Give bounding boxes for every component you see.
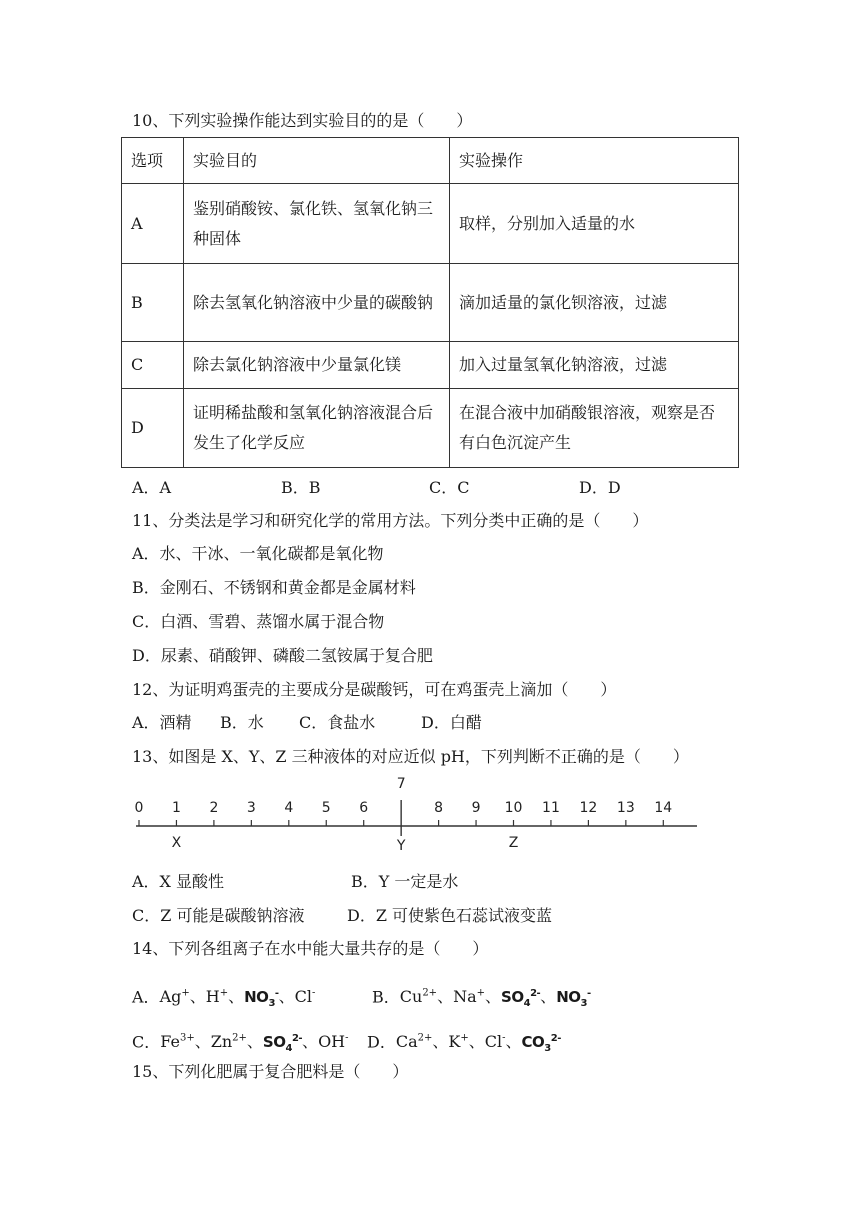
ion-list <box>160 1032 349 1055</box>
ion-symbol: OH <box>318 1032 346 1052</box>
ph-tick-label: 8 <box>434 800 444 816</box>
ph-marker-label: X <box>171 835 182 851</box>
q12-choice-b: B．水 <box>220 713 264 732</box>
ion-separator: 、 <box>437 987 454 1007</box>
row-goal: 证明稀盐酸和氢氧化钠溶液混合后发生了化学反应 <box>184 389 450 468</box>
ion-symbol: Cl <box>484 1032 503 1052</box>
q10-choice-a: A．A <box>132 478 172 497</box>
header-option: 选项 <box>122 138 184 184</box>
row-option: A <box>122 184 184 264</box>
ion <box>485 1032 506 1051</box>
ion-charge: 2+ <box>417 1033 433 1044</box>
ion-symbol: Cu <box>399 987 423 1007</box>
ph-tick-label: 4 <box>284 800 294 816</box>
q11-choice-c: C．白酒、雪碧、蒸馏水属于混合物 <box>132 612 385 631</box>
row-option: C <box>122 342 184 389</box>
ion <box>160 1032 194 1051</box>
q13-choice-b: B．Y 一定是水 <box>351 872 459 891</box>
row-option: D <box>122 389 184 468</box>
ion-charge: - <box>274 988 279 1000</box>
ph-tick-label: 5 <box>321 800 331 816</box>
q13-choice-a: A．X 显酸性 <box>132 872 225 891</box>
ph-tick-label: 10 <box>504 800 523 816</box>
q14-choice-a <box>132 983 315 1015</box>
ion-subscript: 4 <box>523 998 531 1010</box>
ion-symbol: NO <box>556 988 581 1007</box>
q14-choice-b <box>372 983 591 1015</box>
ion-charge: - <box>502 1033 506 1044</box>
ion <box>244 988 279 1010</box>
ph-marker-label: Y <box>396 838 406 854</box>
ion-charge: 3+ <box>179 1033 195 1044</box>
row-goal: 鉴别硝酸铵、氯化铁、氢氧化钠三种固体 <box>184 184 450 264</box>
header-operation: 实验操作 <box>450 138 739 184</box>
ion-charge: - <box>586 988 591 1000</box>
q11-stem: 11、分类法是学习和研究化学的常用方法。下列分类中正确的是（ ） <box>132 511 649 530</box>
row-operation: 滴加适量的氯化钡溶液，过滤 <box>450 264 739 342</box>
ion-separator: 、 <box>189 987 206 1007</box>
ion-charge: 2- <box>291 1033 303 1045</box>
q10-stem: 10、下列实验操作能达到实验目的的是（ ） <box>132 111 473 130</box>
ion-subscript: 3 <box>268 998 275 1010</box>
ph-tick-label: 13 <box>616 800 635 816</box>
ph-tick-label: 0 <box>134 800 144 816</box>
ion-separator: 、 <box>468 1032 485 1052</box>
q13-stem: 13、如图是 X、Y、Z 三种液体的对应近似 pH，下列判断不正确的是（ ） <box>132 747 689 766</box>
ion-subscript: 3 <box>580 998 587 1010</box>
ion <box>556 988 591 1010</box>
q10-choice-c: C．C <box>429 478 470 497</box>
ion-separator: 、 <box>302 1032 319 1052</box>
q11-choice-b: B．金刚石、不锈钢和黄金都是金属材料 <box>132 578 416 597</box>
ion-symbol: Na <box>453 987 477 1007</box>
ion-symbol: Fe <box>160 1032 180 1052</box>
choice-label: A． <box>132 987 160 1007</box>
ph-tick-label: 3 <box>246 800 256 816</box>
ion <box>521 1033 561 1055</box>
choice-label: B． <box>372 987 400 1007</box>
ion-separator: 、 <box>246 1032 263 1052</box>
ion <box>501 988 541 1010</box>
ph-scale <box>132 772 702 856</box>
ion-symbol: Zn <box>210 1032 233 1052</box>
table-row <box>122 342 739 389</box>
ion-list <box>399 987 591 1010</box>
ion-separator: 、 <box>194 1032 211 1052</box>
ion-separator: 、 <box>432 1032 449 1052</box>
ion <box>396 1032 433 1051</box>
q12-choice-a: A．酒精 <box>132 713 192 732</box>
ion-separator: 、 <box>505 1032 522 1052</box>
ion-symbol: Ag <box>159 987 182 1007</box>
ph-markers <box>172 835 519 854</box>
q13-choice-d: D．Z 可使紫色石蕊试液变蓝 <box>347 906 553 925</box>
ion <box>400 987 437 1006</box>
ion <box>453 987 485 1006</box>
ion <box>211 1032 247 1051</box>
q14-choice-c <box>132 1028 349 1060</box>
ion-separator: 、 <box>485 987 502 1007</box>
ion <box>160 987 190 1006</box>
q11-choice-a: A．水、干冰、一氧化碳都是氧化物 <box>132 544 384 563</box>
row-goal: 除去氯化钠溶液中少量氯化镁 <box>184 342 450 389</box>
ion <box>295 987 316 1006</box>
ion-symbol: SO <box>501 988 524 1007</box>
ion-separator: 、 <box>278 987 295 1007</box>
ion-subscript: 4 <box>285 1043 292 1055</box>
ion <box>262 1033 303 1055</box>
q12-choice-c: C．食盐水 <box>299 713 376 732</box>
table-row <box>122 389 739 468</box>
table-header-row <box>122 138 739 184</box>
q11-choice-d: D．尿素、硝酸钾、磷酸二氢铵属于复合肥 <box>132 646 433 665</box>
ion-symbol: K <box>448 1032 461 1052</box>
ph-marker-label: Z <box>508 835 519 851</box>
ion-charge: + <box>460 1033 469 1044</box>
table-row <box>122 264 739 342</box>
ph-ticks <box>135 776 673 836</box>
ion-separator: 、 <box>228 987 245 1007</box>
row-operation: 加入过量氢氧化钠溶液，过滤 <box>450 342 739 389</box>
q14-choice-d <box>367 1028 561 1060</box>
ion-symbol: NO <box>244 988 269 1007</box>
row-operation: 在混合液中加硝酸银溶液，观察是否有白色沉淀产生 <box>450 389 739 468</box>
ion-list <box>159 987 316 1010</box>
q13-choice-c: C．Z 可能是碳酸钠溶液 <box>132 906 305 925</box>
table-row <box>122 184 739 264</box>
ion-symbol: H <box>205 987 220 1007</box>
ion-separator: 、 <box>540 987 557 1007</box>
ion-symbol: SO <box>262 1033 286 1052</box>
choice-label: C． <box>132 1032 161 1052</box>
ion-symbol: CO <box>521 1033 545 1052</box>
ion-symbol: Ca <box>395 1032 418 1052</box>
q12-stem: 12、为证明鸡蛋壳的主要成分是碳酸钙，可在鸡蛋壳上滴加（ ） <box>132 680 617 699</box>
ion-subscript: 3 <box>544 1043 551 1055</box>
q12-choice-d: D．白醋 <box>421 713 482 732</box>
row-option: B <box>122 264 184 342</box>
ion <box>318 1032 348 1051</box>
q14-stem: 14、下列各组离子在水中能大量共存的是（ ） <box>132 939 489 958</box>
ph-tick-label: 11 <box>542 800 560 816</box>
ion-list <box>395 1032 561 1055</box>
ph-tick-label: 7 <box>396 776 406 792</box>
q10-choice-d: D．D <box>579 478 621 497</box>
ion-charge: 2- <box>530 988 541 1000</box>
q10-choice-b: B．B <box>281 478 321 497</box>
ion-charge: + <box>476 988 486 999</box>
ion-charge: - <box>345 1033 349 1044</box>
choice-label: D． <box>367 1032 396 1052</box>
ion-charge: + <box>181 988 190 999</box>
ion-charge: + <box>219 988 229 999</box>
ph-tick-label: 14 <box>654 800 673 816</box>
row-operation: 取样，分别加入适量的水 <box>450 184 739 264</box>
ph-tick-label: 2 <box>209 800 219 816</box>
ph-tick-label: 12 <box>579 800 598 816</box>
experiment-table <box>121 137 739 468</box>
ion-charge: - <box>311 988 316 999</box>
ion-charge: 2- <box>550 1033 561 1045</box>
ion-charge: 2+ <box>232 1033 247 1044</box>
ph-tick-label: 6 <box>359 800 369 816</box>
ph-tick-label: 9 <box>471 800 481 816</box>
q15-stem: 15、下列化肥属于复合肥料是（ ） <box>132 1062 409 1081</box>
ion <box>448 1032 468 1051</box>
row-goal: 除去氢氧化钠溶液中少量的碳酸钠 <box>184 264 450 342</box>
ion-charge: 2+ <box>422 988 438 999</box>
ph-tick-label: 1 <box>171 800 181 816</box>
ion-symbol: Cl <box>294 987 312 1007</box>
header-goal: 实验目的 <box>184 138 450 184</box>
ion <box>206 987 228 1006</box>
